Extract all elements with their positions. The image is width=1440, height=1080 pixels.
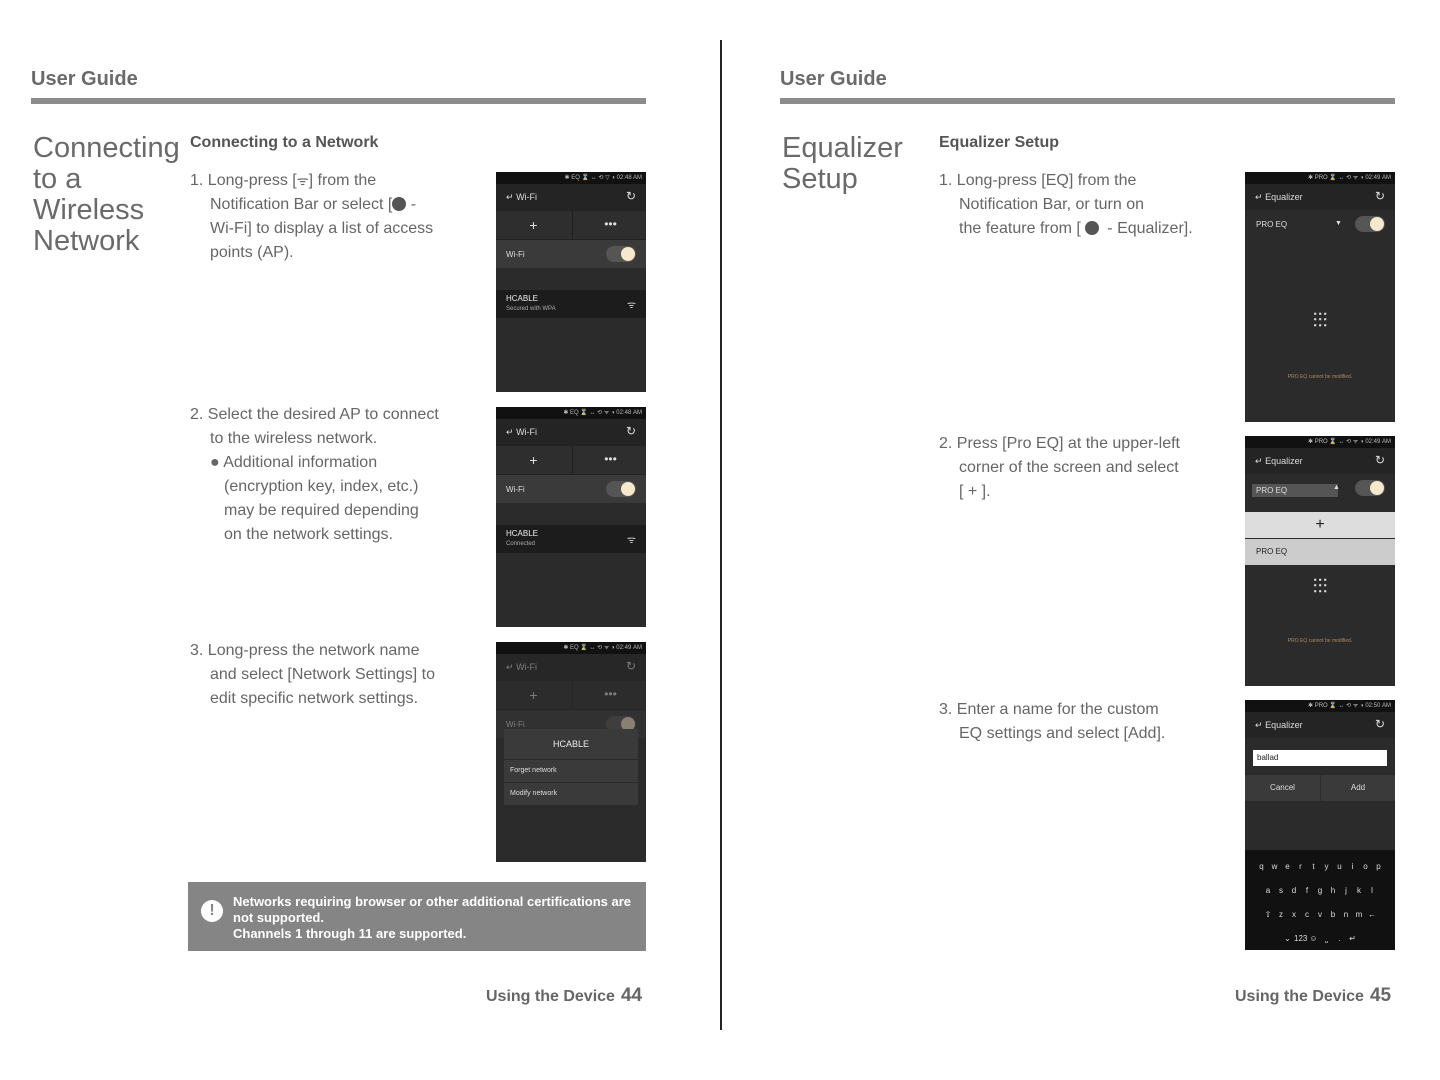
wifi-label: Wi-Fi: [506, 250, 525, 259]
keyboard-key[interactable]: ⇧: [1264, 910, 1272, 919]
action-bar: [496, 210, 646, 240]
network-name: HCABLE: [506, 529, 539, 538]
step-text: Notification Bar, or turn on: [959, 196, 1144, 213]
keyboard-key[interactable]: f: [1305, 886, 1309, 895]
dropdown-arrow-icon: ▼: [1335, 220, 1342, 227]
wifi-signal-icon: ᯤ: [626, 535, 636, 546]
keyboard-key[interactable]: t: [1312, 862, 1315, 871]
menu-item-forget[interactable]: Forget network: [504, 760, 638, 783]
keyboard-key[interactable]: u: [1337, 862, 1342, 871]
note-line: not supported.: [233, 910, 324, 925]
eq-preset-row: [1245, 210, 1395, 242]
network-context-menu: [504, 729, 638, 806]
step-text: 1. Long-press [EQ] from the: [939, 172, 1137, 189]
note-text: [233, 894, 638, 942]
left-step-3: [190, 639, 490, 711]
eq-preset-label: PRO EQ: [1256, 220, 1288, 229]
screen-header: [1245, 712, 1395, 738]
keyboard-key[interactable]: .: [1338, 934, 1341, 943]
action-bar: [496, 680, 646, 710]
status-bar: ✱ EQ ⌛ ↔ ⟲ ᯤ ◑ 02:49 AM: [496, 642, 646, 654]
keyboard-key[interactable]: y: [1324, 862, 1329, 871]
step-text: may be required depending: [224, 502, 419, 519]
screenshot-equalizer-dropdown: [1245, 436, 1395, 686]
status-bar: ✱ PRO ⌛ ↔ ⟲ ᯤ ◑ 02:49 AM: [1245, 436, 1395, 448]
back-icon: ↵: [1255, 456, 1263, 466]
screen-header: [496, 419, 646, 445]
network-status: Secured with WPA: [506, 306, 556, 312]
screenshot-equalizer: [1245, 172, 1395, 422]
step-text: (encryption key, index, etc.): [224, 478, 419, 495]
screen-header: [1245, 448, 1395, 474]
step-text: Wi-Fi] to display a list of access: [210, 220, 434, 237]
status-bar: ✱ EQ ⌛ ↔ ⟲ ᯤ ◑ 02:48 AM: [496, 407, 646, 419]
more-icon: •••: [572, 211, 646, 239]
right-header: User Guide: [780, 68, 887, 90]
step-text: -: [406, 196, 417, 213]
keyboard-key[interactable]: q: [1259, 862, 1264, 871]
more-icon: •••: [572, 681, 646, 709]
keyboard-key[interactable]: a: [1265, 886, 1271, 895]
alert-icon: !: [201, 900, 223, 922]
page-number: 45: [1369, 985, 1392, 1006]
footer-text: Using the Device: [1235, 988, 1364, 1005]
right-footer: [1235, 985, 1391, 1007]
keyboard-key[interactable]: e: [1285, 862, 1290, 871]
step-text: 3. Enter a name for the custom: [939, 701, 1159, 718]
screenshot-network-menu: [496, 642, 646, 862]
page-divider: [720, 40, 722, 1030]
step-text: ● Additional information: [210, 454, 378, 471]
keyboard-key[interactable]: k: [1357, 886, 1361, 895]
keyboard-key[interactable]: x: [1292, 910, 1296, 919]
keyboard-key[interactable]: l: [1371, 886, 1373, 895]
action-bar: [496, 445, 646, 475]
keyboard-key[interactable]: g: [1317, 886, 1323, 895]
step-text: EQ settings and select [Add].: [959, 725, 1166, 742]
toggle-switch: [606, 481, 636, 497]
eq-preset-row: [1245, 474, 1395, 506]
keyboard-key[interactable]: 123: [1294, 934, 1308, 943]
step-text: corner of the screen and select: [959, 459, 1179, 476]
dropdown-arrow-icon: ▲: [1333, 484, 1340, 491]
right-subtitle: Equalizer Setup: [939, 134, 1060, 151]
keyboard-row: [1245, 854, 1395, 878]
keyboard-key[interactable]: m: [1355, 910, 1363, 919]
keyboard-key[interactable]: ←: [1368, 910, 1376, 919]
toggle-switch: [1355, 216, 1385, 232]
preset-list-item[interactable]: PRO EQ: [1245, 539, 1395, 565]
step-text: edit specific network settings.: [210, 690, 419, 707]
title-line: Setup: [782, 163, 858, 195]
equalizer-icon: ⫶⫶⫶: [1312, 576, 1328, 598]
step-text: 2. Select the desired AP to connect: [190, 406, 439, 423]
eq-preset-label: PRO EQ: [1252, 484, 1338, 497]
right-section-title: [782, 133, 903, 195]
keyboard-key[interactable]: i: [1351, 862, 1354, 871]
keyboard-key[interactable]: ⌄: [1284, 934, 1291, 943]
back-icon: ↵: [1255, 720, 1263, 730]
refresh-icon: ↻: [1374, 189, 1385, 203]
left-step-1: [190, 169, 480, 265]
screen-header: [1245, 184, 1395, 210]
refresh-icon: ↻: [1374, 717, 1385, 731]
screenshot-wifi-connected: [496, 407, 646, 627]
gear-icon: [1085, 221, 1099, 235]
screen-title: Equalizer: [1265, 456, 1303, 466]
plus-icon: +: [529, 217, 538, 233]
title-line: Equalizer: [782, 132, 903, 164]
step-text: - Equalizer].: [1102, 220, 1193, 237]
right-step-1: [939, 169, 1229, 241]
screen-header: [496, 184, 646, 210]
network-item: [496, 525, 646, 553]
keyboard-key[interactable]: z: [1279, 910, 1283, 919]
title-line: Connecting: [33, 132, 180, 164]
step-text: to the wireless network.: [210, 430, 378, 447]
keyboard-key[interactable]: ↵: [1349, 934, 1356, 943]
refresh-icon: ↻: [625, 189, 636, 203]
screen-title: Wi-Fi: [516, 427, 538, 437]
keyboard: [1245, 850, 1395, 950]
right-header-rule: [780, 98, 1395, 104]
back-icon: ↵: [506, 427, 514, 437]
keyboard-key[interactable]: o: [1363, 862, 1368, 871]
keyboard-key[interactable]: v: [1318, 910, 1322, 919]
title-line: Wireless: [33, 194, 145, 226]
left-header: User Guide: [31, 68, 138, 90]
left-footer: [486, 985, 642, 1007]
keyboard-key[interactable]: h: [1330, 886, 1336, 895]
keyboard-key[interactable]: r: [1299, 862, 1302, 871]
toggle-switch: [606, 246, 636, 262]
menu-item-modify[interactable]: Modify network: [504, 783, 638, 806]
screen-header: [496, 654, 646, 680]
refresh-icon: ↻: [625, 424, 636, 438]
keyboard-key[interactable]: n: [1343, 910, 1349, 919]
wifi-label: Wi-Fi: [506, 485, 525, 494]
equalizer-icon: ⫶⫶⫶: [1312, 310, 1328, 332]
step-text: Notification Bar or select [: [210, 196, 393, 213]
step-text: 3. Long-press the network name: [190, 642, 420, 659]
wifi-label: Wi-Fi: [506, 720, 525, 729]
network-status: Connected: [506, 541, 536, 547]
step-text: ] from the: [308, 172, 377, 189]
gear-icon: [392, 197, 406, 211]
keyboard-key[interactable]: w: [1271, 862, 1278, 871]
plus-icon: +: [529, 452, 538, 468]
note-line: Channels 1 through 11 are supported.: [233, 926, 467, 941]
wifi-signal-icon: ᯤ: [626, 300, 636, 311]
keyboard-row: [1245, 902, 1395, 926]
screen-title: Wi-Fi: [516, 662, 538, 672]
note-line: Networks requiring browser or other additional certifications are: [233, 894, 632, 909]
step-text: [ + ].: [959, 483, 991, 500]
wifi-toggle-row: [496, 475, 646, 503]
back-icon: ↵: [506, 192, 514, 202]
step-text: the feature from [: [959, 220, 1081, 237]
network-item: [496, 290, 646, 318]
back-icon: ↵: [506, 662, 514, 672]
title-line: Network: [33, 225, 140, 257]
right-step-2: [939, 432, 1229, 504]
preset-name-input[interactable]: ballad: [1253, 750, 1387, 766]
footer-text: Using the Device: [486, 988, 615, 1005]
status-bar: ✱ PRO ⌛ ↔ ⟲ ᯤ ◑ 02:49 AM: [1245, 172, 1395, 184]
keyboard-key[interactable]: s: [1279, 886, 1283, 895]
refresh-icon: ↻: [1374, 453, 1385, 467]
toggle-switch: [1355, 480, 1385, 496]
back-icon: ↵: [1255, 192, 1263, 202]
left-header-rule: [31, 98, 646, 104]
wifi-icon: ᯤ: [296, 173, 309, 188]
network-name: HCABLE: [506, 294, 539, 303]
screenshot-equalizer-name-entry: [1245, 700, 1395, 950]
title-line: to a: [33, 163, 82, 195]
keyboard-key[interactable]: ☺: [1309, 934, 1318, 943]
status-bar: ✱ EQ ⌛ ↔ ⟲ ▽ ◑ 02:48 AM: [496, 172, 646, 184]
step-text: 2. Press [Pro EQ] at the upper-left: [939, 435, 1180, 452]
plus-icon: +: [529, 687, 538, 703]
screen-title: Equalizer: [1265, 720, 1303, 730]
page-number: 44: [620, 985, 643, 1006]
step-text: on the network settings.: [224, 526, 393, 543]
status-bar: ✱ PRO ⌛ ↔ ⟲ ᯤ ◑ 02:50 AM: [1245, 700, 1395, 712]
left-section-title: [33, 133, 180, 257]
add-button[interactable]: Add: [1321, 775, 1395, 801]
screen-title: Wi-Fi: [516, 192, 538, 202]
cancel-button[interactable]: Cancel: [1245, 775, 1320, 801]
add-preset-button[interactable]: +: [1245, 512, 1395, 538]
step-text: points (AP).: [210, 244, 294, 261]
keyboard-key[interactable]: ⎵: [1324, 934, 1329, 943]
more-icon: •••: [572, 446, 646, 474]
right-step-3: [939, 698, 1229, 746]
step-text: and select [Network Settings] to: [210, 666, 435, 683]
keyboard-key[interactable]: p: [1376, 862, 1381, 871]
keyboard-key[interactable]: b: [1330, 910, 1336, 919]
refresh-icon: ↻: [625, 659, 636, 673]
step-text: 1. Long-press [: [190, 172, 297, 189]
keyboard-key[interactable]: j: [1345, 886, 1347, 895]
keyboard-row: [1245, 878, 1395, 902]
left-subtitle: Connecting to a Network: [190, 134, 379, 151]
wifi-toggle-row: [496, 240, 646, 268]
left-step-2: [190, 403, 490, 547]
note-box: [188, 882, 646, 951]
keyboard-row: [1245, 926, 1395, 950]
keyboard-key[interactable]: d: [1291, 886, 1297, 895]
dialog-title: HCABLE: [504, 729, 638, 760]
eq-message: PRO EQ cannot be modified.: [1287, 374, 1353, 380]
screenshot-wifi-list: [496, 172, 646, 392]
screen-title: Equalizer: [1265, 192, 1303, 202]
keyboard-key[interactable]: c: [1305, 910, 1309, 919]
eq-message: PRO EQ cannot be modified.: [1287, 638, 1353, 644]
